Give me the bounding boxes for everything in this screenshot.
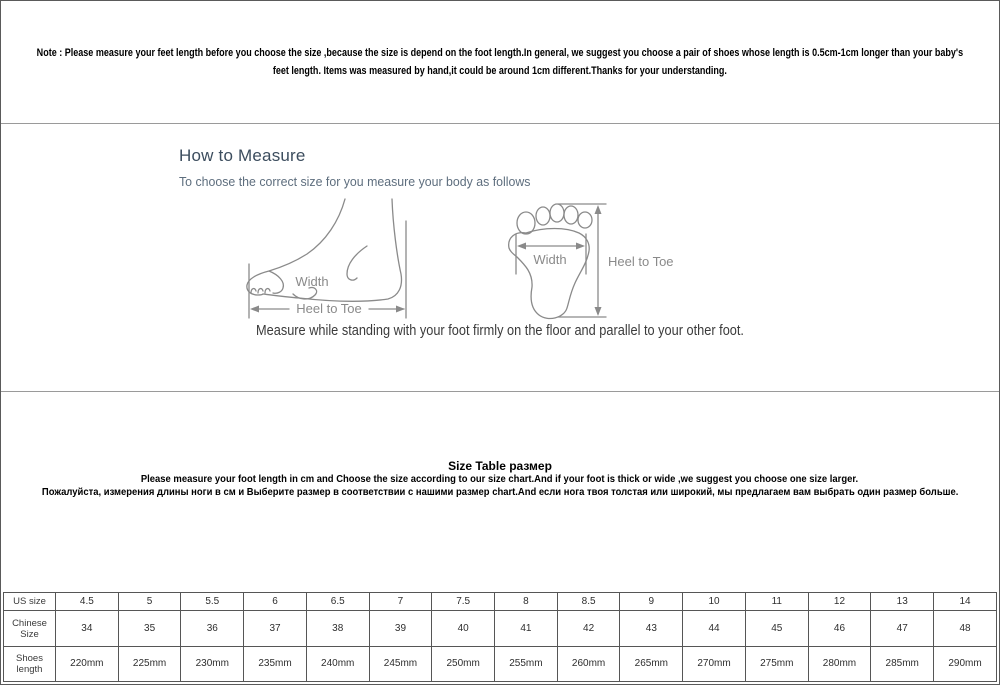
table-cell: 275mm bbox=[745, 646, 808, 681]
row-label: US size bbox=[4, 593, 56, 611]
table-cell: 250mm bbox=[432, 646, 495, 681]
table-cell: 13 bbox=[871, 593, 934, 611]
table-cell: 8 bbox=[495, 593, 558, 611]
table-cell: 220mm bbox=[56, 646, 119, 681]
table-cell: 12 bbox=[808, 593, 871, 611]
table-cell: 245mm bbox=[369, 646, 432, 681]
table-cell: 225mm bbox=[118, 646, 181, 681]
table-cell: 255mm bbox=[495, 646, 558, 681]
table-cell: 45 bbox=[745, 611, 808, 646]
table-cell: 265mm bbox=[620, 646, 683, 681]
side-view-width-label: Width bbox=[295, 274, 329, 289]
size-table-wrap bbox=[3, 592, 997, 682]
table-cell: 235mm bbox=[244, 646, 307, 681]
table-cell: 230mm bbox=[181, 646, 244, 681]
top-view-width-label: Width bbox=[533, 252, 567, 267]
note-text-line2: feet length. Items was measured by hand,it could be around 1cm different.Thanks for your understanding. bbox=[272, 65, 728, 77]
table-cell: 43 bbox=[620, 611, 683, 646]
size-table-title: Size Table размер bbox=[448, 458, 552, 473]
table-cell: 38 bbox=[306, 611, 369, 646]
how-to-measure-title: How to Measure bbox=[179, 146, 306, 165]
table-cell: 260mm bbox=[557, 646, 620, 681]
table-cell: 8.5 bbox=[557, 593, 620, 611]
table-cell: 35 bbox=[118, 611, 181, 646]
table-cell: 285mm bbox=[871, 646, 934, 681]
foot-side-view-diagram bbox=[241, 196, 416, 323]
size-table-intro-section bbox=[1, 392, 999, 593]
table-cell: 47 bbox=[871, 611, 934, 646]
table-cell: 11 bbox=[745, 593, 808, 611]
size-table-note-en: Please measure your foot length in cm and Choose the size according to our size chart.And if your foot is thick or wide ,we suggest you choose one size larger. bbox=[141, 472, 859, 485]
row-label: Chinese Size bbox=[4, 611, 56, 646]
table-cell: 46 bbox=[808, 611, 871, 646]
table-cell: 40 bbox=[432, 611, 495, 646]
table-cell: 280mm bbox=[808, 646, 871, 681]
table-cell: 240mm bbox=[306, 646, 369, 681]
size-table-body bbox=[4, 593, 997, 682]
table-cell: 41 bbox=[495, 611, 558, 646]
row-label: Shoes length bbox=[4, 646, 56, 681]
table-cell: 39 bbox=[369, 611, 432, 646]
top-view-heel-to-toe-label: Heel to Toe bbox=[608, 254, 674, 269]
table-cell: 290mm bbox=[934, 646, 997, 681]
table-row bbox=[4, 611, 997, 646]
table-cell: 10 bbox=[683, 593, 746, 611]
note-text-line1: Note : Please measure your feet length before you choose the size ,because the size is depend on the foot length.In general, we suggest you choose a pair of shoes whose length is 0.5cm-1cm longer than your baby's bbox=[36, 47, 964, 59]
table-cell: 44 bbox=[683, 611, 746, 646]
table-cell: 34 bbox=[56, 611, 119, 646]
how-to-measure-section bbox=[1, 124, 999, 392]
table-row bbox=[4, 593, 997, 611]
table-cell: 9 bbox=[620, 593, 683, 611]
table-cell: 5 bbox=[118, 593, 181, 611]
size-table-note-ru: Пожалуйста, измерения длины ноги в см и Выберите размер в соответствии с нашими размер chart.And если нога твоя толстая или широкий, мы предлагаем вам выбрать один размер больше. bbox=[41, 485, 959, 498]
foot-top-view-diagram bbox=[496, 196, 686, 323]
table-row bbox=[4, 646, 997, 681]
table-cell: 270mm bbox=[683, 646, 746, 681]
table-cell: 4.5 bbox=[56, 593, 119, 611]
table-cell: 42 bbox=[557, 611, 620, 646]
table-cell: 6 bbox=[244, 593, 307, 611]
side-view-heel-to-toe-label: Heel to Toe bbox=[296, 301, 362, 316]
table-cell: 36 bbox=[181, 611, 244, 646]
table-cell: 14 bbox=[934, 593, 997, 611]
table-cell: 5.5 bbox=[181, 593, 244, 611]
table-cell: 37 bbox=[244, 611, 307, 646]
table-cell: 7.5 bbox=[432, 593, 495, 611]
table-cell: 48 bbox=[934, 611, 997, 646]
table-cell: 6.5 bbox=[306, 593, 369, 611]
size-table bbox=[3, 592, 997, 682]
table-cell: 7 bbox=[369, 593, 432, 611]
measure-caption: Measure while standing with your foot firmly on the floor and parallel to your other foot. bbox=[256, 323, 744, 339]
how-to-measure-subtitle: To choose the correct size for you measure your body as follows bbox=[179, 174, 531, 189]
note-section bbox=[1, 1, 999, 124]
